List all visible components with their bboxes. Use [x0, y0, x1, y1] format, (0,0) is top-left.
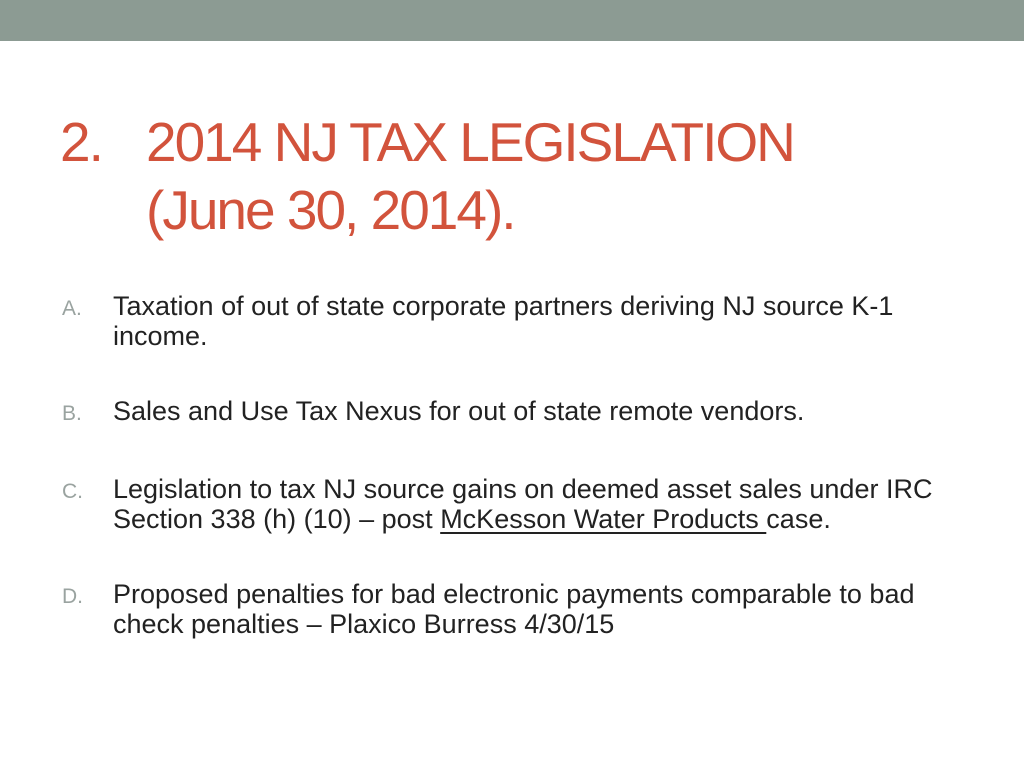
list-text-c-before: Legislation to tax NJ source gains on deemed asset sales under IRC Section 338 (h) (10) – post — [113, 474, 933, 534]
list-item-a — [62, 291, 982, 351]
legislation-list — [62, 291, 982, 639]
list-marker-b: B. — [62, 402, 82, 425]
list-item-b — [62, 396, 982, 429]
title-number: 2. — [60, 111, 102, 173]
list-marker-c: C. — [62, 480, 83, 503]
mckesson-case-link[interactable]: McKesson Water Products — [440, 504, 767, 534]
list-item-d — [62, 579, 982, 639]
list-text-d: Proposed penalties for bad electronic payments comparable to bad check penalties – Plaxico Burress 4/30/15 — [113, 579, 915, 639]
list-text-c-after: case. — [766, 504, 831, 534]
top-accent-band — [0, 0, 1024, 41]
title-line-2: (June 30, 2014). — [146, 179, 515, 241]
list-text-b: Sales and Use Tax Nexus for out of state remote vendors. — [113, 396, 805, 426]
list-item-c — [62, 474, 982, 534]
title-line-1: 2014 NJ TAX LEGISLATION — [146, 111, 794, 173]
list-marker-a: A. — [62, 297, 82, 320]
list-marker-d: D. — [62, 585, 83, 608]
slide-title — [60, 108, 794, 244]
list-text-c — [113, 474, 982, 534]
list-text-a: Taxation of out of state corporate partners deriving NJ source K-1 income. — [113, 291, 894, 351]
